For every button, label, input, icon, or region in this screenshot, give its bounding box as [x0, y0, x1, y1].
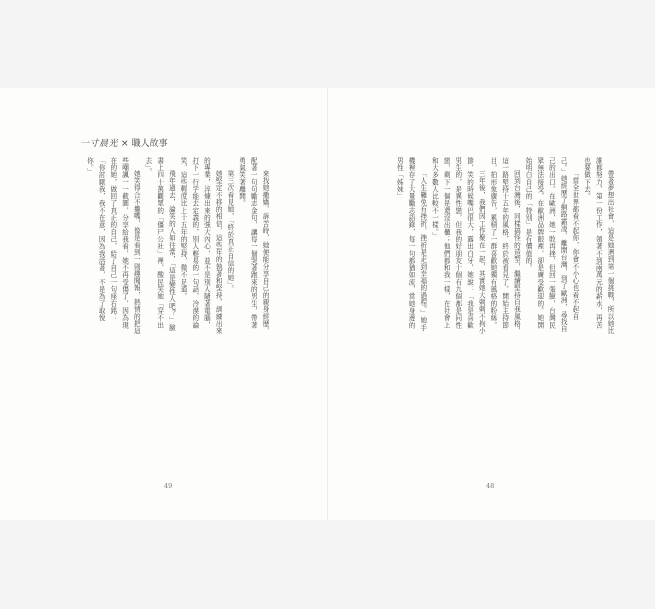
right-page-text [357, 157, 615, 335]
right-paragraph-2: 「當全世界都看不起你，你會不小心也看不起自己。」她經歷了網路霸凌，離開台灣，到了歐洲，尋找自己的出口。在歐洲，她一敗再挫，但回一張臉，台灣民眾無法接受，在歐洲品牌眼裡，卻是廣受歡迎的。她開始明白自己的「特別」是有價值的。 [524, 157, 579, 333]
right-paragraph-4: 三年後，我們因工作聚在一起，其實她大剌剌不拘小節，笑的時候嘴巴很大，露出白牙，她說：「我是喜歡男生的，是異性戀，但我的好朋友十個有九個都是同性戀，剩下一個是還沒出櫃；他們都和我一樣，在社會上和大多數人比較不一樣。」 [430, 157, 486, 335]
header-title: 職人故事 [131, 139, 168, 149]
right-paragraph-3: 回到台灣後，同樣搞怪的造型，繼續堅持自我風格，這一路堅持十五年的風格，終於被看見了，開始主持節目，拍形象廣告，累積了一群喜歡她獨有風格的粉絲。 [488, 157, 521, 335]
right-paragraph-1: 帶著夢想出社會，這是她遇到第一個挑戰，所以她比誰都努力，第一份工作，領著不到兩萬元的薪水，再苦也要做下去。 [582, 157, 614, 335]
header-times: × [121, 139, 129, 149]
left-page-text [60, 157, 270, 335]
header-logo: 一寸晨光 [80, 139, 119, 149]
right-page-number: 48 [486, 482, 495, 490]
left-paragraph-5: 她笑得合不攏嘴，像是看到一則趣聞報，熱情的把這些嘲諷一一截圖，分享給我看，她不再受傷了，因為現在的她，做回了真正的自己，給了自己一句座右銘：「你討厭我，我不在意，因為我活著，不是為了取悅你。」 [85, 157, 141, 335]
left-paragraph-1: 來找她撒嬌、訴苦時，她便能分享自己的親身經歷，配著一句句勵志金句，讓每一個哭著跑來的男生，帶著勇氣笑著離開。 [237, 157, 269, 335]
right-paragraph-5: 「人生難免有挫折，挫折是走到幸福的過程。」她手機裡存了大量勵志語錄，每一句都猶如流，當她身邊的男性「姊妹」 [395, 157, 427, 332]
running-header [80, 136, 168, 149]
left-paragraph-2: 第三次看見她，「終於真正自信的她」。 [225, 170, 234, 293]
left-paragraph-4: 飛年過去，論笑的人如往常，「這是變性人吧？」臉書上四十萬觀眾的「僵尸公社」裡，酸民笑她「穿不出去」。 [143, 157, 176, 332]
left-paragraph-3: 她堅定不移的相信，這些年的執著和堅持，訓練出來的專業，淬煉出來的強大內心，並不是別人隨著電腦，打下一行字能去定義的，別人輕易的一句話，冷漠的論笑，這些輕度比上十五年的堅持，微不足道。 [179, 157, 223, 335]
left-page-number: 49 [164, 482, 173, 490]
